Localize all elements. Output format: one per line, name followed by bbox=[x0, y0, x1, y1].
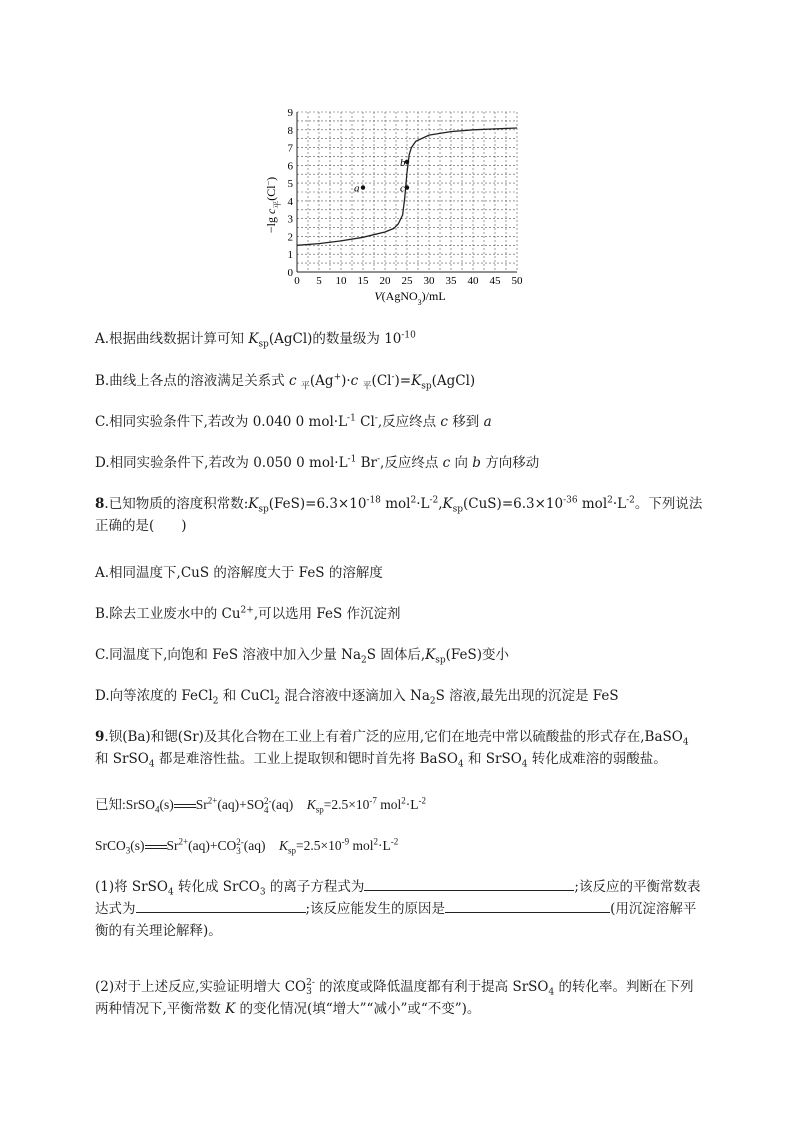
q8-stem: 8.已知物质的溶度积常数$:K_{sp}(FeS)=6.3\times 10^{-18}$ $mol^2\cdot L^{-2},K_{sp}(CuS)=6.3\times 10^{-36}$ $mol^2\cdot L^{-2}$。下列说法正确的是( ) bbox=[95, 495, 703, 534]
q8-option-c: C.同温度下,向饱和 FeS 溶液中加入少量 $Na_2S$ 固体后$,K_{sp}(FeS)$变小 bbox=[95, 647, 510, 666]
q8-option-d: D.向等浓度的 FeCl$_2$ 和 CuCl$_2$ 混合溶液中逐滴加入 $Na_2S$ 溶液,最先出现的沉淀是 FeS bbox=[95, 688, 619, 707]
q7-option-c: C.相同实验条件下,若改为 0.040 0 $mol\cdot L^{-1}$ Cl-,反应终点 c 移到 a bbox=[95, 413, 492, 430]
y-axis-label bbox=[264, 177, 282, 233]
y-tick-label: 6 bbox=[287, 160, 293, 173]
point-label-b: b bbox=[400, 156, 406, 169]
q9-known-1: 已知:SrSO$_4$(s) $Sr^{2+}(aq)+SO$ 2- 4 (aq) $K_{sp}=2.5\times 10^{-7}$ $mol^2\cdot L^{-2}$ bbox=[95, 795, 426, 815]
q9-stem: 9.钡(Ba)和锶(Sr)及其化合物在工业上有着广泛的应用,它们在地壳中常以硫酸盐的形式存在,BaSO$_4$ 和 SrSO$_4$ 都是难溶性盐。工业上提取钡和锶时首先将 BaSO$_4$ 和 SrSO$_4$ 转化成难溶的弱酸盐。 bbox=[95, 729, 689, 770]
q7-option-a: A.根据曲线数据计算可知 $K_{sp}(AgCl)$的数量级为 $10^{-10}$ bbox=[95, 330, 416, 350]
x-axis-label: V(AgNO$_3$)/mL bbox=[374, 289, 446, 307]
x-tick-label: 50 bbox=[511, 275, 523, 287]
x-tick-label: 0 bbox=[294, 275, 300, 287]
x-tick-label: 20 bbox=[379, 275, 391, 287]
y-tick-label: 0 bbox=[287, 267, 293, 279]
x-tick-label: 40 bbox=[467, 275, 479, 287]
q9-known-2: SrCO$_3$(s) $Sr^{2+}(aq)+CO$ 2- 3 (aq) $K_{sp}=2.5\times 10^{-9}$ $mol^2\cdot L^{-2}$ bbox=[95, 836, 399, 856]
q8-option-a: A.相同温度下,CuS 的溶解度大于 FeS 的溶解度 bbox=[95, 565, 383, 581]
x-tick-label: 25 bbox=[401, 275, 413, 287]
x-tick-label: 35 bbox=[445, 275, 457, 287]
point-label-a: a bbox=[354, 182, 360, 195]
chart-grid bbox=[297, 112, 517, 272]
point-c bbox=[405, 185, 409, 189]
y-tick-label: 9 bbox=[287, 107, 293, 119]
titration-chart bbox=[255, 100, 545, 310]
q7-option-b: B.曲线上各点的溶液满足关系式 c $_平$(Ag+)·c $_平(Cl^-)=K_{sp}(AgCl)$ bbox=[95, 372, 476, 392]
x-tick-label: 5 bbox=[316, 275, 322, 287]
q9-sub-1: (1)将 SrSO$_4$ 转化成 SrCO$_3$ 的离子方程式为 ;该反应的平衡常数表达式为 ;该反应能发生的原因是 (用沉淀溶解平衡的有关理论解释)。 bbox=[95, 876, 705, 942]
x-tick-label: 30 bbox=[423, 275, 435, 287]
y-tick-label: 5 bbox=[287, 178, 293, 191]
x-tick-label: 10 bbox=[335, 275, 347, 287]
q8-option-b: B.除去工业废水中的 $Cu^{2+}$,可以选用 FeS 作沉淀剂 bbox=[95, 605, 401, 622]
point-label-c: c bbox=[400, 182, 405, 195]
x-tick-label: 15 bbox=[357, 275, 369, 287]
chart-points bbox=[354, 157, 409, 195]
x-tick-label: 45 bbox=[489, 275, 501, 287]
y-tick-label: 1 bbox=[287, 249, 293, 262]
y-tick-label: 8 bbox=[287, 124, 293, 137]
q7-option-d: D.相同实验条件下,若改为 0.050 0 $mol\cdot L^{-1}$ Br-,反应终点 c 向 b 方向移动 bbox=[95, 454, 540, 471]
y-tick-label: 2 bbox=[287, 231, 293, 244]
y-tick-label: 7 bbox=[287, 142, 293, 155]
y-tick-label: 4 bbox=[287, 195, 293, 208]
point-a bbox=[361, 185, 365, 189]
q9-sub-2: (2)对于上述反应,实验证明增大 CO 2- 3 的浓度或降低温度都有利于提高 SrSO$_4$ 的转化率。判断在下列两种情况下,平衡常数 K 的变化情况(填“增大”“减小”或“不变”)。 bbox=[95, 977, 694, 1017]
svg-text:−lg c平(Cl−): −lg $c_平(Cl^-)$ bbox=[263, 176, 282, 234]
y-tick-label: 3 bbox=[287, 213, 293, 226]
